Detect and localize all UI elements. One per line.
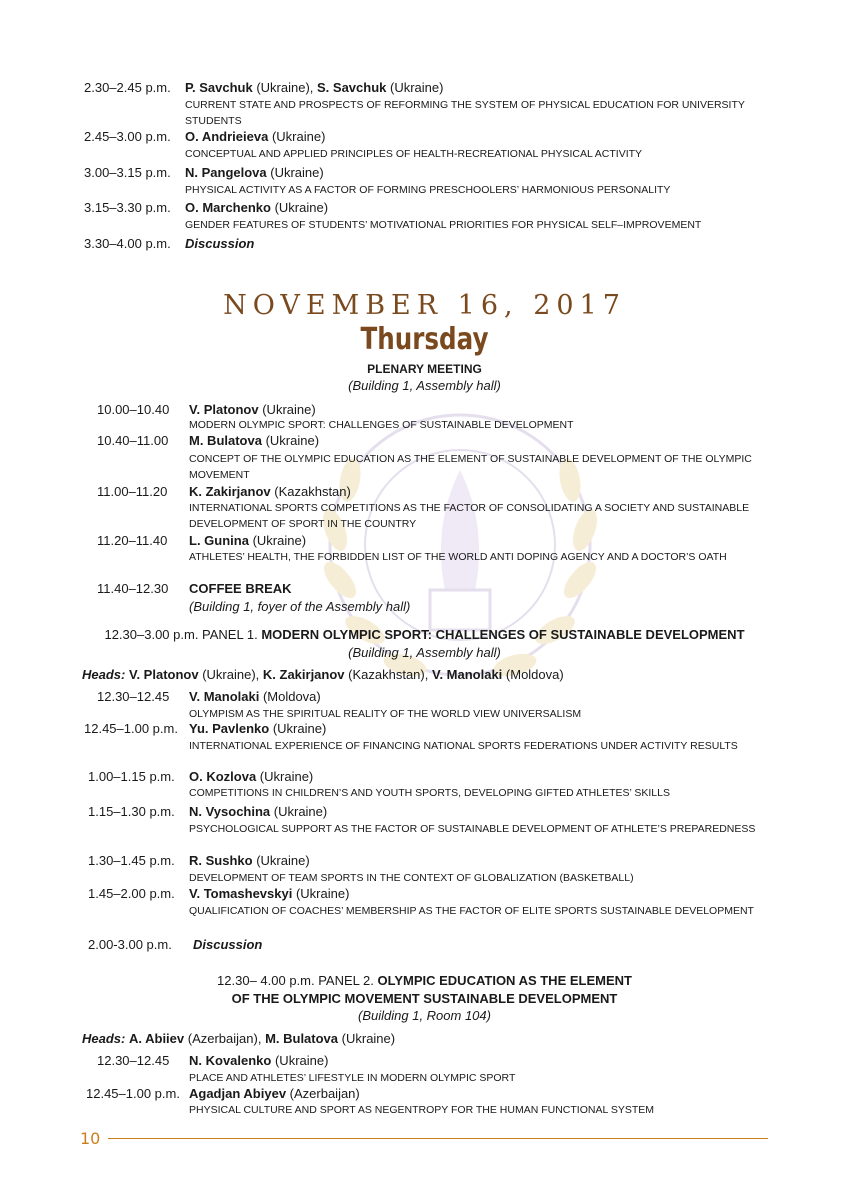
panel2-title-line2: OF THE OLYMPIC MOVEMENT SUSTAINABLE DEVELOPMENT <box>231 991 618 1006</box>
page-number: 10 <box>80 1129 101 1148</box>
speaker-name: O. Andrieieva <box>185 129 269 144</box>
session-topic: INTERNATIONAL EXPERIENCE OF FINANCING NATIONAL SPORTS FEDERATIONS UNDER ACTIVITY RESULTS <box>189 740 738 752</box>
head-name: M. Bulatova <box>265 1031 339 1046</box>
discussion-label: Discussion <box>193 937 263 952</box>
panel2-title-line1: OLYMPIC EDUCATION AS THE ELEMENT <box>377 973 632 988</box>
panel1-place: (Building 1, Assembly hall) <box>348 645 501 660</box>
speaker-country: (Ukraine) <box>270 200 329 215</box>
session-time: 1.30–1.45 p.m. <box>88 853 175 868</box>
session-time: 11.00–11.20 <box>97 484 168 499</box>
head-country: (Moldova) <box>502 667 564 682</box>
session-speaker <box>189 402 316 418</box>
session-speaker <box>185 200 328 216</box>
session-speaker <box>189 533 306 549</box>
session-time: 2.00-3.00 p.m. <box>88 937 172 952</box>
speaker-name: R. Sushko <box>189 853 253 868</box>
head-name: V. Manolaki <box>431 667 503 682</box>
head-country: (Kazakhstan), <box>344 667 432 682</box>
session-time: 12.45–1.00 p.m. <box>86 1086 180 1101</box>
panel2-heading <box>0 973 849 989</box>
panel2-heads <box>82 1031 395 1046</box>
speaker-country: (Ukraine) <box>248 533 307 548</box>
speaker-name: V. Platonov <box>189 402 259 417</box>
plenary-place: (Building 1, Assembly hall) <box>348 378 501 393</box>
speaker-country: (Ukraine), <box>252 80 317 95</box>
head-country: (Azerbaijan), <box>184 1031 266 1046</box>
head-country: (Ukraine) <box>338 1031 396 1046</box>
discussion-label: Discussion <box>185 236 255 251</box>
session-speaker <box>185 165 324 181</box>
session-time: 3.15–3.30 p.m. <box>84 200 171 215</box>
session-speaker <box>185 129 325 145</box>
session-topic: GENDER FEATURES OF STUDENTS’ MOTIVATIONAL PRIORITIES FOR PHYSICAL SELF–IMPROVEMENT <box>185 219 702 231</box>
head-name: A. Abiiev <box>128 1031 185 1046</box>
session-time: 3.30–4.00 p.m. <box>84 236 171 251</box>
session-time: 2.30–2.45 p.m. <box>84 80 171 95</box>
session-speaker <box>189 721 326 737</box>
speaker-name: P. Savchuk <box>185 80 253 95</box>
session-topic: PLACE AND ATHLETES’ LIFESTYLE IN MODERN OLYMPIC SPORT <box>189 1072 516 1084</box>
session-topic: ATHLETES’ HEALTH, THE FORBIDDEN LIST OF THE WORLD ANTI DOPING AGENCY AND A DOCTOR’S OATH <box>189 551 727 563</box>
session-speaker <box>189 769 313 785</box>
session-speaker <box>189 1086 360 1102</box>
session-speaker <box>189 804 327 820</box>
coffee-break-label: COFFEE BREAK <box>189 581 292 596</box>
footer-rule <box>108 1138 768 1139</box>
session-topic: PHYSICAL ACTIVITY AS A FACTOR OF FORMING PRESCHOOLERS’ HARMONIOUS PERSONALITY <box>185 184 671 196</box>
session-topic: CONCEPT OF THE OLYMPIC EDUCATION AS THE ELEMENT OF SUSTAINABLE DEVELOPMENT OF THE OLYMPIC MOVEMENT <box>189 453 752 481</box>
speaker-name: N. Kovalenko <box>189 1053 272 1068</box>
session-topic: QUALIFICATION OF COACHES’ MEMBERSHIP AS THE FACTOR OF ELITE SPORTS SUSTAINABLE DEVELOPMENT <box>189 905 754 917</box>
session-time: 1.00–1.15 p.m. <box>88 769 175 784</box>
speaker-country: (Ukraine) <box>386 80 444 95</box>
speaker-name: L. Gunina <box>189 533 249 548</box>
speaker-country: (Ukraine) <box>256 769 314 784</box>
speaker-country: (Moldova) <box>259 689 321 704</box>
speaker-name: M. Bulatova <box>189 433 262 448</box>
head-name: K. Zakirjanov <box>262 667 345 682</box>
session-time: 10.40–11.00 <box>97 433 169 448</box>
session-topic: COMPETITIONS IN CHILDREN’S AND YOUTH SPORTS, DEVELOPING GIFTED ATHLETES’ SKILLS <box>189 787 670 799</box>
session-time: 12.45–1.00 p.m. <box>84 721 178 736</box>
speaker-name: V. Manolaki <box>189 689 260 704</box>
session-time: 1.15–1.30 p.m. <box>88 804 175 819</box>
day-heading: Thursday <box>360 322 489 357</box>
speaker-country: (Ukraine) <box>252 853 310 868</box>
speaker-name: Agadjan Abiyev <box>189 1086 287 1101</box>
head-name: V. Platonov <box>128 667 199 682</box>
session-speaker <box>189 886 349 902</box>
session-time: 12.30–12.45 <box>97 1053 170 1068</box>
session-speaker <box>189 433 319 449</box>
session-topic: PHYSICAL CULTURE AND SPORT AS NEGENTROPY FOR THE HUMAN FUNCTIONAL SYSTEM <box>189 1104 654 1116</box>
speaker-country: (Ukraine) <box>266 165 324 180</box>
plenary-title: PLENARY MEETING <box>367 362 482 376</box>
session-topic: MODERN OLYMPIC SPORT: CHALLENGES OF SUSTAINABLE DEVELOPMENT <box>189 419 574 431</box>
speaker-country: (Ukraine) <box>292 886 350 901</box>
session-time: 1.45–2.00 p.m. <box>88 886 175 901</box>
session-speaker <box>189 853 310 869</box>
speaker-name: Yu. Pavlenko <box>189 721 270 736</box>
panel2-time: 12.30– 4.00 p.m. PANEL 2. <box>217 973 374 988</box>
session-topic: CONCEPTUAL AND APPLIED PRINCIPLES OF HEALTH-RECREATIONAL PHYSICAL ACTIVITY <box>185 148 643 160</box>
heads-label: Heads: <box>82 667 126 682</box>
session-time: 12.30–12.45 <box>97 689 170 704</box>
panel1-title: MODERN OLYMPIC SPORT: CHALLENGES OF SUSTAINABLE DEVELOPMENT <box>261 627 745 642</box>
panel2-place: (Building 1, Room 104) <box>358 1008 491 1023</box>
session-time: 2.45–3.00 p.m. <box>84 129 171 144</box>
session-speaker <box>185 80 443 96</box>
speaker-name: K. Zakirjanov <box>189 484 271 499</box>
panel1-time: 12.30–3.00 p.m. PANEL 1. <box>104 627 258 642</box>
session-speaker <box>189 689 321 705</box>
session-topic: CURRENT STATE AND PROSPECTS OF REFORMING THE SYSTEM OF PHYSICAL EDUCATION FOR UNIVERSITY STUDENTS <box>185 99 745 127</box>
session-speaker <box>189 484 351 500</box>
speaker-name: S. Savchuk <box>317 80 387 95</box>
speaker-name: V. Tomashevskyi <box>189 886 293 901</box>
coffee-break-place: (Building 1, foyer of the Assembly hall) <box>189 599 411 614</box>
session-topic: PSYCHOLOGICAL SUPPORT AS THE FACTOR OF SUSTAINABLE DEVELOPMENT OF ATHLETE’S PREPAREDNESS <box>189 823 756 835</box>
speaker-name: N. Pangelova <box>185 165 267 180</box>
speaker-country: (Ukraine) <box>271 1053 329 1068</box>
panel1-heads <box>82 667 564 682</box>
session-time: 11.40–12.30 <box>97 581 169 596</box>
heads-label: Heads: <box>82 1031 126 1046</box>
session-time: 10.00–10.40 <box>97 402 170 417</box>
speaker-country: (Azerbaijan) <box>286 1086 360 1101</box>
speaker-country: (Ukraine) <box>268 129 326 144</box>
speaker-country: (Ukraine) <box>261 433 320 448</box>
session-topic: INTERNATIONAL SPORTS COMPETITIONS AS THE FACTOR OF CONSOLIDATING A SOCIETY AND SUSTAINABLE DEVELOPMENT OF SPORT IN THE COUNTRY <box>189 502 750 530</box>
speaker-name: O. Marchenko <box>185 200 271 215</box>
speaker-name: O. Kozlova <box>189 769 257 784</box>
speaker-country: (Ukraine) <box>258 402 316 417</box>
date-heading: NOVEMBER 16, 2017 <box>223 290 626 321</box>
speaker-country: (Ukraine) <box>270 804 328 819</box>
session-topic: OLYMPISM AS THE SPIRITUAL REALITY OF THE WORLD VIEW UNIVERSALISM <box>189 708 582 720</box>
session-time: 11.20–11.40 <box>97 533 168 548</box>
speaker-name: N. Vysochina <box>189 804 271 819</box>
session-time: 3.00–3.15 p.m. <box>84 165 171 180</box>
speaker-country: (Kazakhstan) <box>270 484 351 499</box>
head-country: (Ukraine), <box>198 667 263 682</box>
speaker-country: (Ukraine) <box>269 721 327 736</box>
session-topic: DEVELOPMENT OF TEAM SPORTS IN THE CONTEXT OF GLOBALIZATION (BASKETBALL) <box>189 872 634 884</box>
panel1-heading <box>0 627 849 643</box>
session-speaker <box>189 1053 328 1069</box>
